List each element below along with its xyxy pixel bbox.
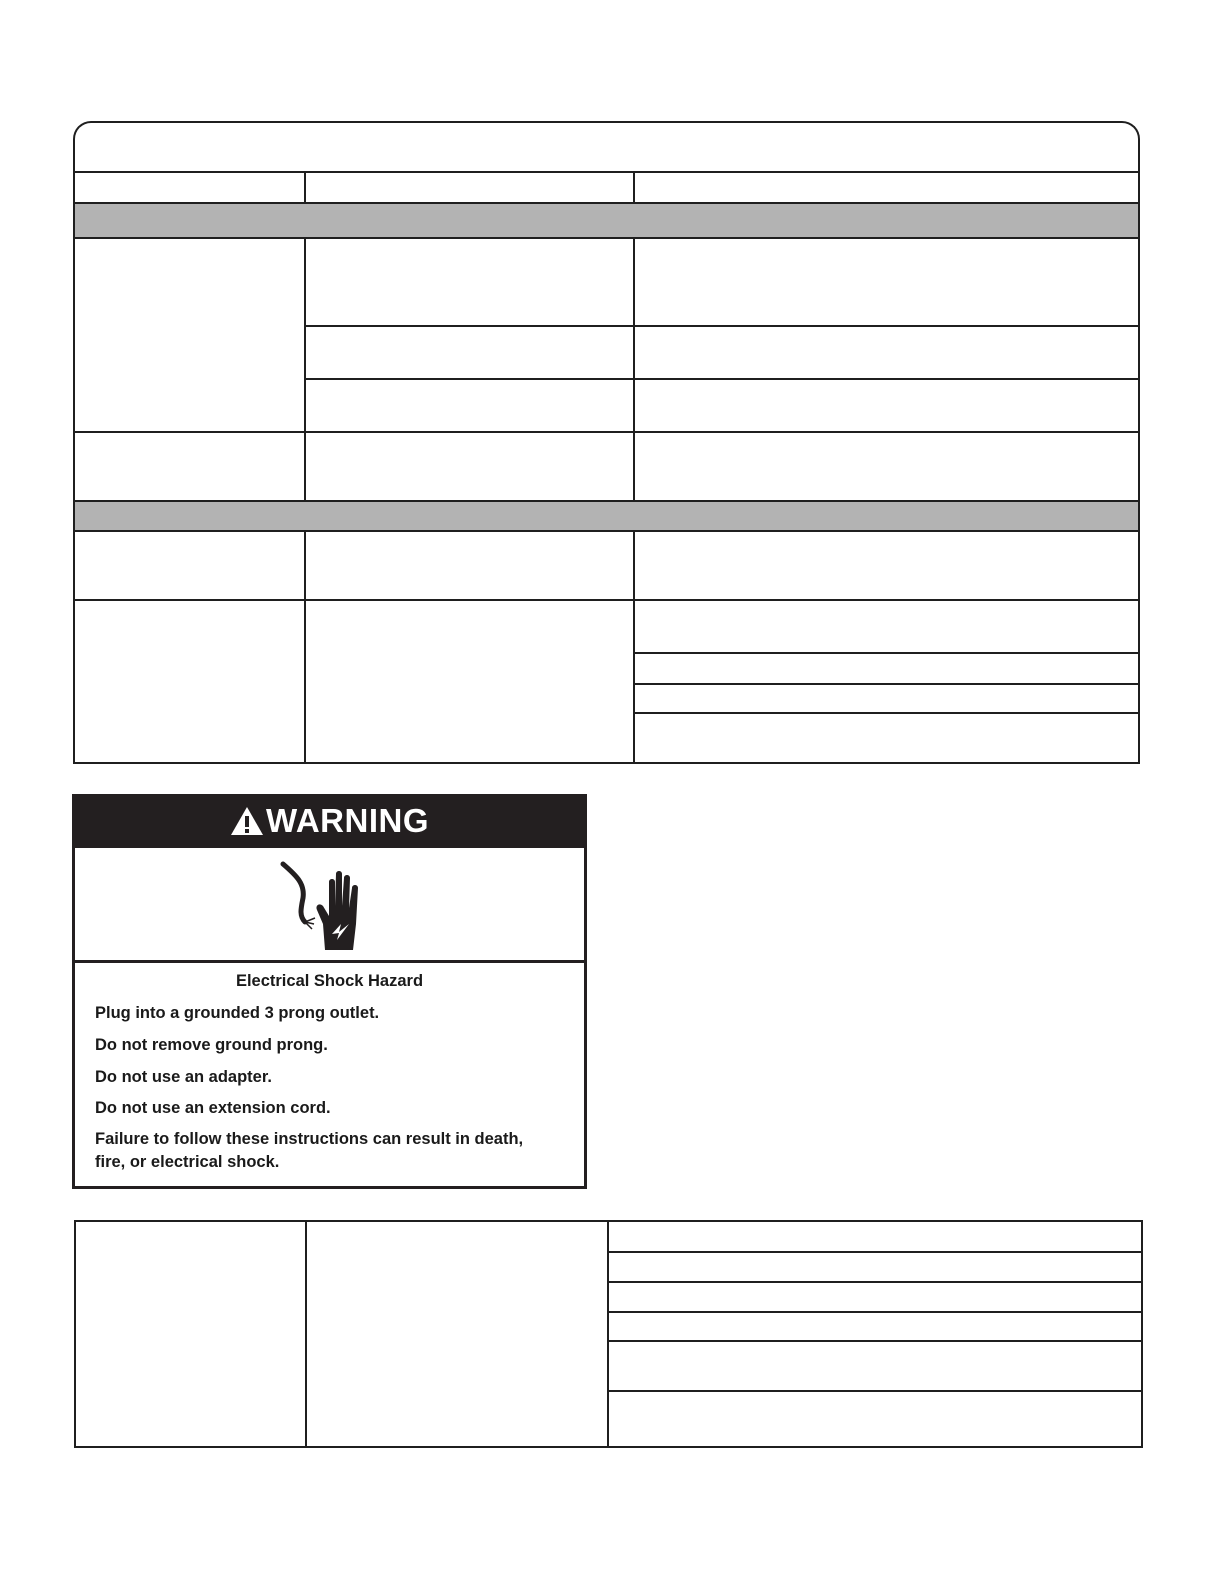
column-divider	[633, 237, 635, 502]
row-divider	[634, 683, 1140, 685]
row-divider	[607, 1281, 1143, 1283]
warning-hazard-title: Electrical Shock Hazard	[235, 972, 424, 990]
warning-line: Do not remove ground prong.	[95, 1036, 328, 1054]
row-divider	[73, 237, 1140, 239]
row-divider	[306, 378, 1140, 380]
electrical-shock-hand-icon	[275, 854, 371, 962]
column-divider	[305, 1220, 307, 1448]
table-title-bar	[73, 121, 1140, 173]
warning-line: Do not use an adapter.	[95, 1068, 272, 1086]
alert-triangle-icon	[230, 806, 264, 836]
row-divider	[306, 325, 1140, 327]
row-divider	[634, 652, 1140, 654]
row-divider	[634, 712, 1140, 714]
warning-symbol-panel	[75, 848, 584, 963]
row-divider	[73, 599, 1140, 601]
warning-consequence: fire, or electrical shock.	[95, 1153, 280, 1171]
column-divider	[607, 1220, 609, 1448]
warning-line: Do not use an extension cord.	[95, 1099, 331, 1117]
table-frame	[73, 171, 1140, 764]
row-divider	[607, 1251, 1143, 1253]
row-divider	[73, 431, 1140, 433]
section-band-2	[75, 502, 1138, 530]
column-divider	[304, 530, 306, 764]
row-divider	[607, 1311, 1143, 1313]
row-divider	[607, 1340, 1143, 1342]
row-divider	[73, 530, 1140, 532]
warning-consequence: Failure to follow these instructions can result in death,	[95, 1130, 524, 1148]
warning-header	[72, 794, 587, 848]
column-divider	[304, 237, 306, 502]
section-band-1	[75, 204, 1138, 238]
column-divider	[304, 171, 306, 204]
column-divider	[633, 171, 635, 204]
column-divider	[633, 530, 635, 764]
row-divider	[607, 1390, 1143, 1392]
warning-line: Plug into a grounded 3 prong outlet.	[95, 1004, 380, 1022]
warning-header-text: WARNING	[266, 802, 429, 839]
